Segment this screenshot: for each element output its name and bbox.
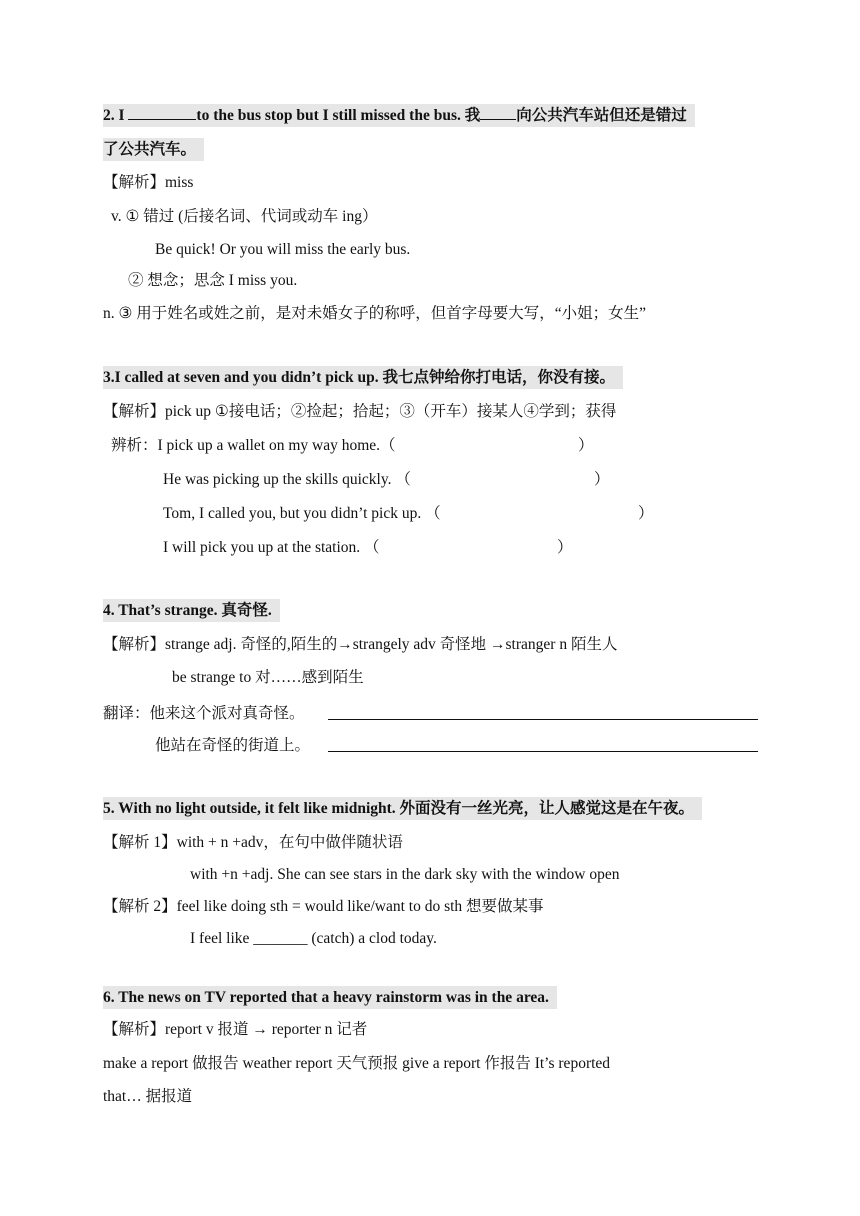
q2-analysis: 【解析】miss [103,174,194,191]
q5-analysis-1-example: with +n +adj. She can see stars in the dark sky with the window open [190,866,620,883]
q5-analysis-2-example: I feel like _______ (catch) a clod today. [190,930,437,947]
q3-paren-close-3[interactable]: ） [638,505,654,522]
q5-analysis-2: 【解析 2】feel like doing sth = would like/want to do sth 想要做某事 [103,898,544,915]
q3-bianxi-4: I will pick you up at the station. （ [163,539,380,556]
q3-bianxi-2: He was picking up the skills quickly. （ [163,471,411,488]
q3-paren-close-2[interactable]: ） [594,471,610,488]
q3-paren-close-1[interactable]: ） [578,437,594,454]
q2-blank-2[interactable] [480,105,516,120]
q3-paren-close-4[interactable]: ） [557,539,573,556]
q4-translation-1: 翻译：他来这个派对真奇怪。 [103,705,305,722]
q4-analysis: 【解析】strange adj. 奇怪的,陌生的→strangely adv 奇怪地 →stranger n 陌生人 [103,636,618,653]
q3-bianxi-3: Tom, I called you, but you didn’t pick up. （ [163,505,441,522]
q2-blank-1[interactable] [128,105,196,120]
q2-title-part-b: to the bus stop but I still missed the bus. 我 [196,107,481,124]
q2-definition-2: ② 想念；思念 I miss you. [128,272,298,289]
q2-title-line2 [103,139,204,161]
q3-bianxi-1: 辨析：I pick up a wallet on my way home.（ [111,437,396,454]
q2-title-part-a: 2. I [103,107,129,124]
q2-title-part-c: 向公共汽车站但还是错过 [516,107,687,124]
q4-answer-line-1[interactable] [328,719,758,720]
q6-analysis: 【解析】report v 报道 → reporter n 记者 [103,1021,368,1038]
q6-title: 6. The news on TV reported that a heavy rainstorm was in the area. [103,987,557,1009]
q2-title-part-d: 了公共汽车。 [103,138,204,161]
q2-definition-1: v. ① 错过 (后接名词、代词或动车 ing） [111,208,378,225]
q3-analysis: 【解析】pick up ①接电话；②捡起；拾起；③（开车）接某人④学到；获得 [103,403,617,420]
q4-phrase: be strange to 对……感到陌生 [172,669,364,686]
q5-analysis-1: 【解析 1】with + n +adv，在句中做伴随状语 [103,834,403,851]
q4-answer-line-2[interactable] [328,751,758,752]
q2-example-1: Be quick! Or you will miss the early bus. [155,241,411,258]
q2-title-line1 [103,105,695,127]
q6-phrases-line-2: that… 据报道 [103,1088,193,1105]
q5-title: 5. With no light outside, it felt like midnight. 外面没有一丝光亮，让人感觉这是在午夜。 [103,798,702,820]
q3-title: 3.I called at seven and you didn’t pick up. 我七点钟给你打电话，你没有接。 [103,367,623,389]
q2-definition-3: n. ③ 用于姓名或姓之前，是对未婚女子的称呼，但首字母要大写，“小姐；女生” [103,305,647,322]
q4-translation-2: 他站在奇怪的街道上。 [155,737,311,754]
q6-phrases-line-1: make a report 做报告 weather report 天气预报 give a report 作报告 It’s reported [103,1055,611,1072]
q4-title: 4. That’s strange. 真奇怪. [103,600,280,622]
